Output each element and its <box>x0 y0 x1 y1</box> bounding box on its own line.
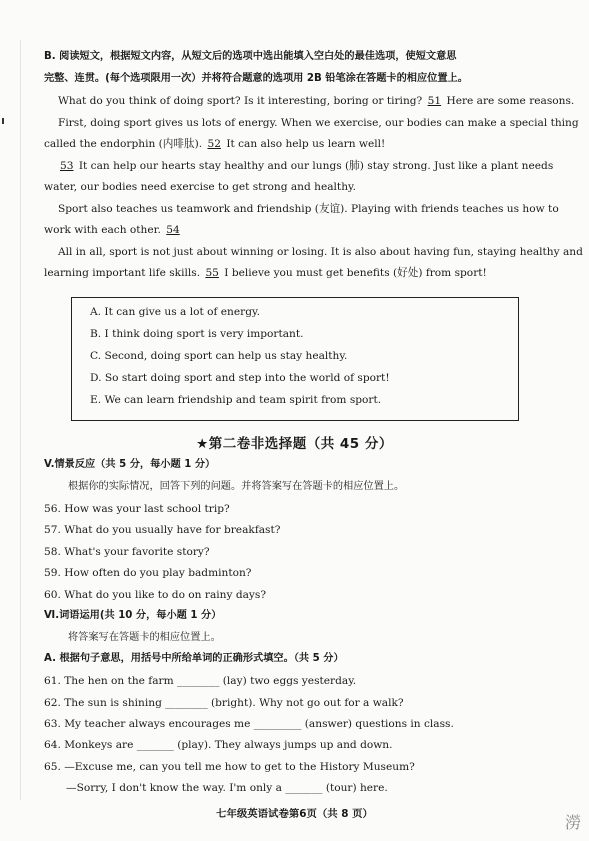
section-b-instruction-2: 完整、连贯。(每个选项限用一次）并将符合题意的选项用 2B 铅笔涂在答题卡的相应位置上。 <box>44 73 468 84</box>
question-65-line-1: 65. —Excuse me, can you tell me how to get to the History Museum? <box>44 761 415 773</box>
binding-line <box>20 40 21 800</box>
blank-52[interactable]: 52 <box>207 138 221 150</box>
passage-line-4: 53 It can help our hearts stay healthy and our lungs (肺) stay strong. Just like a plant needs <box>60 160 554 172</box>
question-64: 64. Monkeys are _______ (play). They always jumps up and down. <box>44 739 393 751</box>
section-b-instruction-1: B. 阅读短文，根据短文内容，从短文后的选项中选出能填入空白处的最佳选项，使短文意思 <box>44 51 457 62</box>
passage-line-6: Sport also teaches us teamwork and friendship (友谊). Playing with friends teaches us how to <box>58 203 559 215</box>
answer-blank-62[interactable]: ________ <box>165 697 208 709</box>
passage-line-8: All in all, sport is not just about winning or losing. It is also about having fun, staying healthy and <box>58 246 583 258</box>
question-61: 61. The hen on the farm ________ (lay) two eggs yesterday. <box>44 675 357 687</box>
question-57: 57. What do you usually have for breakfast? <box>44 524 281 536</box>
section-v-instruction: 根据你的实际情况，回答下列的问题。并将答案写在答题卡的相应位置上。 <box>68 481 405 492</box>
section-vi-instruction: 将答案写在答题卡的相应位置上。 <box>68 632 221 643</box>
passage-line-2: First, doing sport gives us lots of energy. When we exercise, our bodies can make a special thing <box>58 117 579 129</box>
question-62: 62. The sun is shining ________ (bright). Why not go out for a walk? <box>44 697 404 709</box>
passage-line-1: What do you think of doing sport? Is it interesting, boring or tiring? 51 Here are some reasons. <box>58 95 575 107</box>
option-a[interactable]: A. It can give us a lot of energy. <box>90 306 260 318</box>
section-vi-a-instruction: A. 根据句子意思，用括号中所给单词的正确形式填空。（共 5 分） <box>44 653 344 664</box>
passage-line-9: learning important life skills. 55 I believe you must get benefits (好处) from sport! <box>44 267 487 279</box>
answer-blank-63[interactable]: _________ <box>253 718 302 730</box>
blank-54[interactable]: 54 <box>166 224 180 236</box>
corner-mark: 澇 <box>564 813 581 832</box>
options-box <box>71 297 519 421</box>
option-c[interactable]: C. Second, doing sport can help us stay healthy. <box>90 350 348 362</box>
question-59: 59. How often do you play badminton? <box>44 567 252 579</box>
answer-blank-61[interactable]: ________ <box>177 675 220 687</box>
passage-line-5: water, our bodies need exercise to get strong and healthy. <box>44 181 356 193</box>
question-58: 58. What's your favorite story? <box>44 546 210 558</box>
option-b[interactable]: B. I think doing sport is very important. <box>90 328 304 340</box>
blank-51[interactable]: 51 <box>427 95 442 107</box>
option-e[interactable]: E. We can learn friendship and team spirit from sport. <box>90 394 382 406</box>
answer-blank-65[interactable]: _______ <box>285 782 323 794</box>
question-60: 60. What do you like to do on rainy days? <box>44 589 267 601</box>
passage-line-3: called the endorphin (内啡肽). 52 It can also help us learn well! <box>44 138 386 150</box>
question-63: 63. My teacher always encourages me _________ (answer) questions in class. <box>44 718 454 730</box>
blank-55[interactable]: 55 <box>205 267 219 279</box>
part-2-title: ★第二卷非选择题（共 45 分） <box>196 436 393 452</box>
blank-53[interactable]: 53 <box>60 160 74 172</box>
section-vi-heading: Ⅵ.词语运用(共 10 分，每小题 1 分） <box>44 610 222 621</box>
passage-line-7: work with each other. 54 <box>44 224 180 236</box>
page-footer: 七年级英语试卷第6页（共 8 页） <box>216 808 373 820</box>
section-v-heading: V.情景反应（共 5 分，每小题 1 分） <box>44 459 216 470</box>
answer-blank-64[interactable]: _______ <box>136 739 174 751</box>
question-65-line-2: —Sorry, I don't know the way. I'm only a _______ (tour) here. <box>66 782 388 794</box>
edge-mark <box>2 118 4 124</box>
option-d[interactable]: D. So start doing sport and step into the world of sport! <box>90 372 390 384</box>
question-56: 56. How was your last school trip? <box>44 503 230 515</box>
